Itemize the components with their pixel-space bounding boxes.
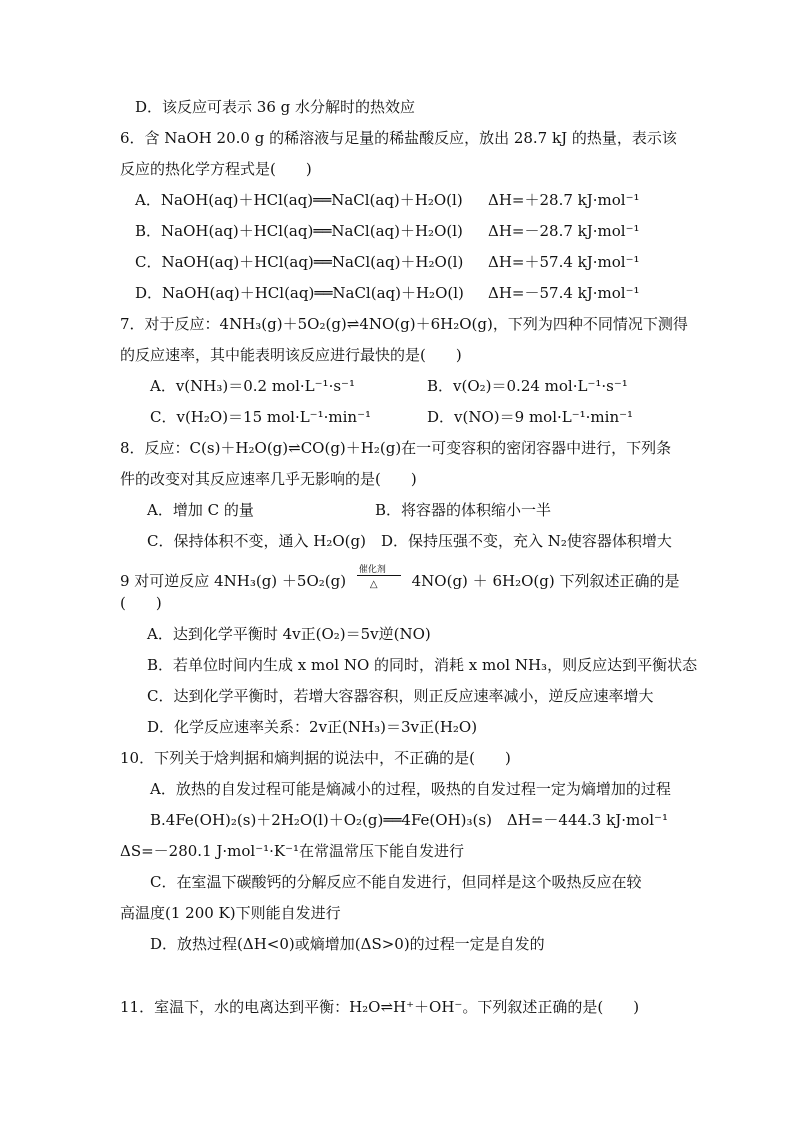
q9-option-c: C．达到化学平衡时，若增大容器容积，则正反应速率减小，逆反应速率增大 xyxy=(147,687,654,705)
q10-option-a: A．放热的自发过程可能是熵减小的过程，吸热的自发过程一定为熵增加的过程 xyxy=(150,780,671,798)
q6-option-a-enthalpy: ΔH=＋28.7 kJ·mol⁻¹ xyxy=(488,191,640,209)
q9-option-a: A．达到化学平衡时 4v正(O₂)＝5v逆(NO) xyxy=(147,625,431,643)
q9-stem-line1 xyxy=(120,562,679,592)
heat-symbol: △ xyxy=(369,579,378,590)
q9-option-b: B．若单位时间内生成 x mol NO 的同时，消耗 x mol NH₃，则反应达到平衡状态 xyxy=(147,656,698,674)
q6-option-d-equation: D．NaOH(aq)＋HCl(aq)══NaCl(aq)＋H₂O(l) xyxy=(135,284,464,302)
q6-option-b-enthalpy: ΔH=－28.7 kJ·mol⁻¹ xyxy=(488,222,640,240)
q6-option-c-equation: C．NaOH(aq)＋HCl(aq)══NaCl(aq)＋H₂O(l) xyxy=(135,253,464,271)
q9-stem-line2: ( ) xyxy=(120,594,162,612)
q6-stem-line2: 反应的热化学方程式是( ) xyxy=(120,160,312,178)
q6-option-c-enthalpy: ΔH=＋57.4 kJ·mol⁻¹ xyxy=(488,253,640,271)
q7-option-b: B．v(O₂)＝0.24 mol·L⁻¹·s⁻¹ xyxy=(427,377,628,395)
q6-option-a-equation: A．NaOH(aq)＋HCl(aq)══NaCl(aq)＋H₂O(l) xyxy=(135,191,463,209)
q10-stem: 10．下列关于焓判据和熵判据的说法中，不正确的是( ) xyxy=(120,749,511,767)
q10-option-d: D．放热过程(ΔH<0)或熵增加(ΔS>0)的过程一定是自发的 xyxy=(150,935,545,953)
q8-stem-line2: 件的改变对其反应速率几乎无影响的是( ) xyxy=(120,470,417,488)
q7-option-d: D．v(NO)＝9 mol·L⁻¹·min⁻¹ xyxy=(427,408,634,426)
q10-option-b-line1: B.4Fe(OH)₂(s)＋2H₂O(l)＋O₂(g)══4Fe(OH)₃(s) ΔH=－444.3 kJ·mol⁻¹ xyxy=(150,811,668,829)
q8-options-c-d: C．保持体积不变，通入 H₂O(g) D．保持压强不变，充入 N₂使容器体积增大 xyxy=(147,532,672,550)
q5-option-d: D．该反应可表示 36 g 水分解时的热效应 xyxy=(135,98,416,116)
catalyst-label: 催化剂 xyxy=(358,565,386,575)
catalyst-arrow xyxy=(357,562,401,592)
q9-products: 4NO(g) ＋ 6H₂O(g) 下列叙述正确的是 xyxy=(411,572,680,590)
q10-option-b-line2: ΔS=－280.1 J·mol⁻¹·K⁻¹在常温常压下能自发进行 xyxy=(120,842,465,860)
q7-option-c: C．v(H₂O)＝15 mol·L⁻¹·min⁻¹ xyxy=(150,408,371,426)
q6-option-d-enthalpy: ΔH=－57.4 kJ·mol⁻¹ xyxy=(488,284,640,302)
q6-option-b-equation: B．NaOH(aq)＋HCl(aq)══NaCl(aq)＋H₂O(l) xyxy=(135,222,463,240)
q10-option-c-line2: 高温度(1 200 K)下则能自发进行 xyxy=(120,904,341,922)
q10-option-c-line1: C．在室温下碳酸钙的分解反应不能自发进行，但同样是这个吸热反应在较 xyxy=(150,873,642,891)
q8-stem-line1: 8．反应：C(s)＋H₂O(g)⇌CO(g)＋H₂(g)在一可变容积的密闭容器中进行，下列条 xyxy=(120,439,672,457)
q9-option-d: D．化学反应速率关系：2v正(NH₃)＝3v正(H₂O) xyxy=(147,718,478,736)
q7-option-a: A．v(NH₃)＝0.2 mol·L⁻¹·s⁻¹ xyxy=(150,377,355,395)
q6-stem-line1: 6．含 NaOH 20.0 g 的稀溶液与足量的稀盐酸反应，放出 28.7 kJ 的热量，表示该 xyxy=(120,129,677,147)
reversible-arrow-bar xyxy=(357,575,401,576)
q8-option-b: B．将容器的体积缩小一半 xyxy=(375,501,552,519)
q7-stem-line1: 7．对于反应：4NH₃(g)＋5O₂(g)⇌4NO(g)＋6H₂O(g)，下列为四种不同情况下测得 xyxy=(120,315,688,333)
q7-stem-line2: 的反应速率，其中能表明该反应进行最快的是( ) xyxy=(120,346,462,364)
q11-stem: 11．室温下，水的电离达到平衡：H₂O⇌H⁺＋OH⁻。下列叙述正确的是( ) xyxy=(120,998,640,1016)
q8-option-a: A．增加 C 的量 xyxy=(147,501,254,519)
q9-reactants: 9 对可逆反应 4NH₃(g) ＋5O₂(g) xyxy=(120,572,347,590)
